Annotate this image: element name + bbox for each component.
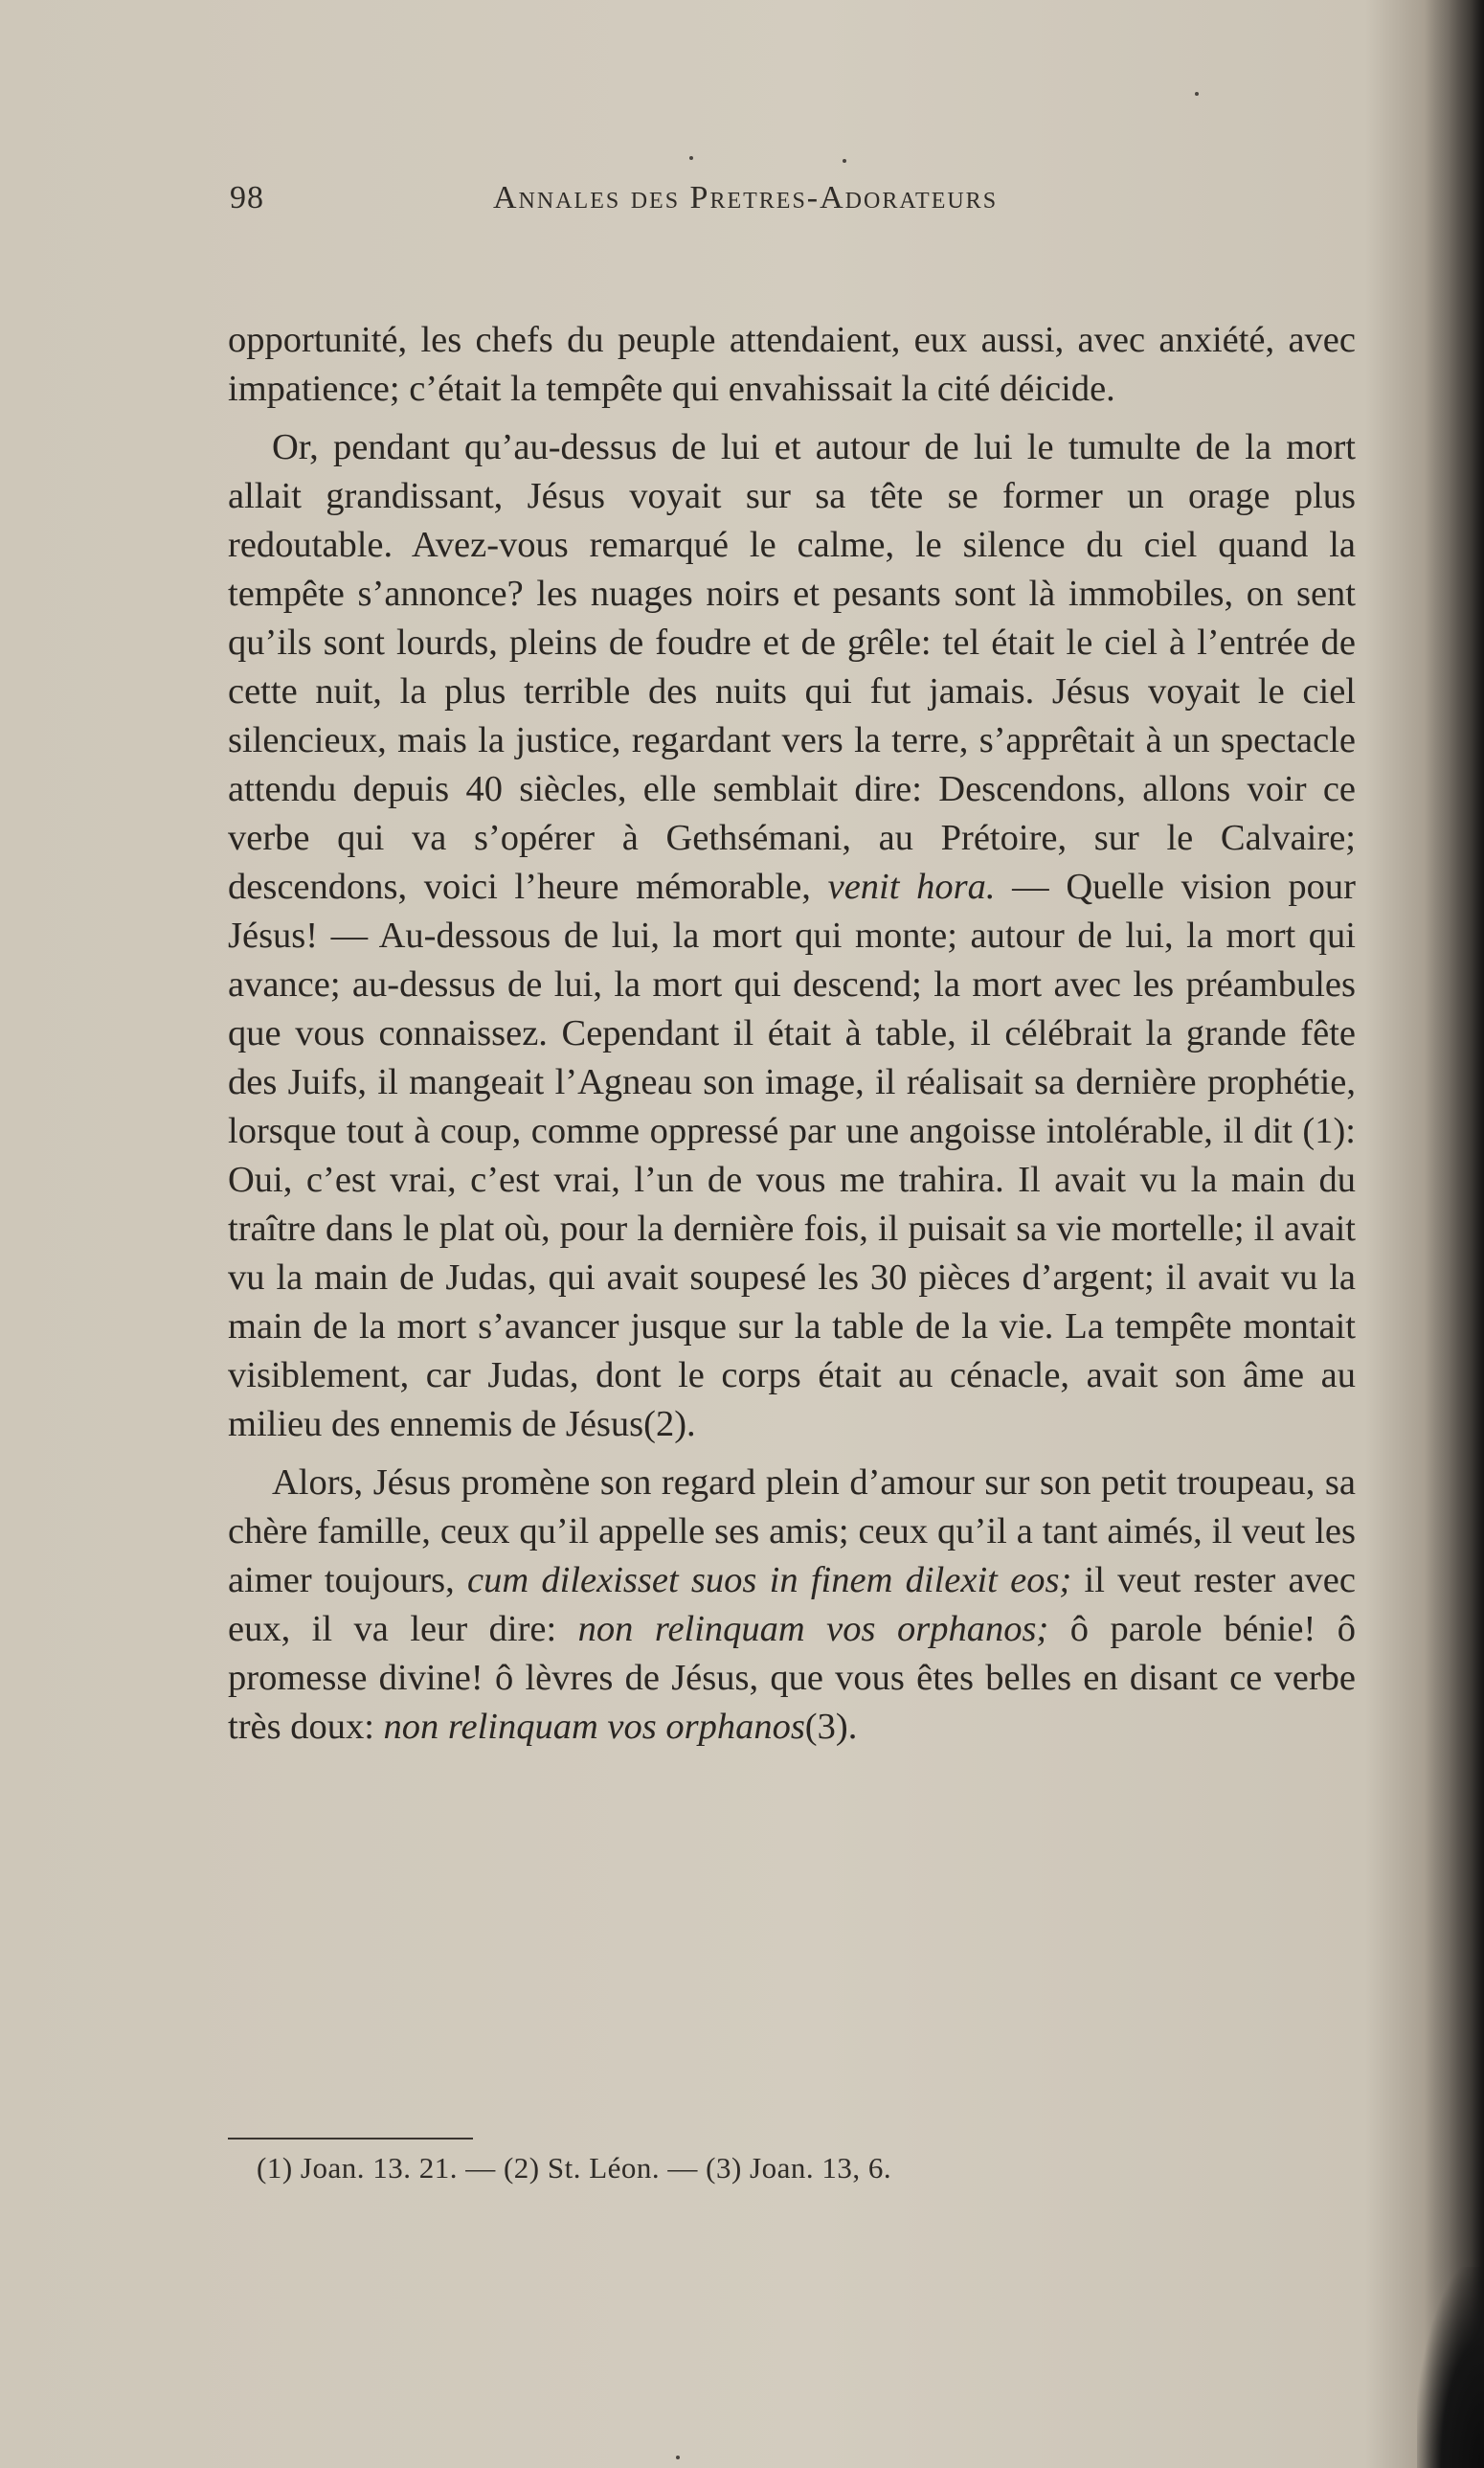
paragraph [228, 1459, 1356, 1752]
running-title: Annales des Pretres-Adorateurs [493, 180, 999, 215]
text-run: Alors, Jésus promène son regard plein d’amour sur son petit troupeau, sa chère famille, ceux qu’il appelle ses amis; ceux qu’il a tant aimés, il veut les aimer toujours, [228, 1462, 1356, 1600]
footnotes: (1) Joan. 13. 21. — (2) St. Léon. — (3) Joan. 13, 6. [257, 2151, 892, 2185]
latin-quote: non relinquam vos orphanos; [577, 1609, 1049, 1649]
corner-shadow [1417, 2267, 1484, 2468]
text-run: — Quelle vision pour Jésus! — Au-dessous de lui, la mort qui monte; autour de lui, la mort qui avance; au-dessus de lui, la mort qui descend; la mort avec les préambules que vous connaissez. Cependant il était à table, il célébrait la grande fête des Juifs, il mangeait l’Agneau son image, il réalisait sa dernière prophétie, lorsque tout à coup, comme oppressé par une angoisse intolérable, il dit (1): Oui, c’est vrai, c’est vrai, l’un de vous me trahira. Il avait vu la main du traître dans le plat où, pour la dernière fois, il puisait sa vie mortelle; il avait vu la main de Judas, qui avait soupesé les 30 pièces d’argent; il avait vu la main de la mort s’avancer jusque sur la table de la vie. La tempête montait visiblement, car Judas, dont le corps était au cénacle, avait son âme au milieu des ennemis de Jésus(2). [228, 867, 1356, 1444]
text-run: il veut rester avec eux, il va leur dire: [228, 1560, 1356, 1649]
text-run: Or, pendant qu’au-dessus de lui et autour de lui le tumulte de la mort allait grandissant, Jésus voyait sur sa tête se former un orage plus redoutable. Avez-vous remarqué le calme, le silence du ciel quand la tempête s’annonce? les nuages noirs et pesants sont là immobiles, on sent qu’ils sont lourds, pleins de foudre et de grêle: tel était le ciel à l’entrée de cette nuit, la plus terrible des nuits qui fut jamais. Jésus voyait le ciel silencieux, mais la justice, regardant vers la terre, s’apprêtait à un spectacle attendu depuis 40 siècles, elle semblait dire: Descendons, allons voir ce verbe qui va s’opérer à Gethsémani, au Prétoire, sur le Calvaire; descendons, voici l’heure mémorable, [228, 427, 1356, 907]
body-text [228, 316, 1356, 1752]
page-edge-shadow [1425, 0, 1484, 2468]
page-number: 98 [230, 180, 264, 215]
latin-quote: non relinquam vos orphanos [383, 1707, 805, 1747]
text-run: opportunité, les chefs du peuple attendaient, eux aussi, avec anxiété, avec impatience; c’était la tempête qui envahissait la cité déicide. [228, 320, 1356, 409]
paragraph [228, 316, 1356, 414]
paragraph [228, 423, 1356, 1449]
latin-quote: cum dilexisset suos in finem dilexit eos; [466, 1560, 1072, 1600]
running-head [230, 180, 1091, 228]
footnote-rule [228, 2138, 473, 2140]
text-run: (3). [804, 1707, 858, 1747]
latin-quote: venit hora. [827, 867, 996, 907]
text-run: ô parole bénie! ô promesse divine! ô lèvres de Jésus, que vous êtes belles en disant ce verbe très doux: [228, 1609, 1357, 1747]
